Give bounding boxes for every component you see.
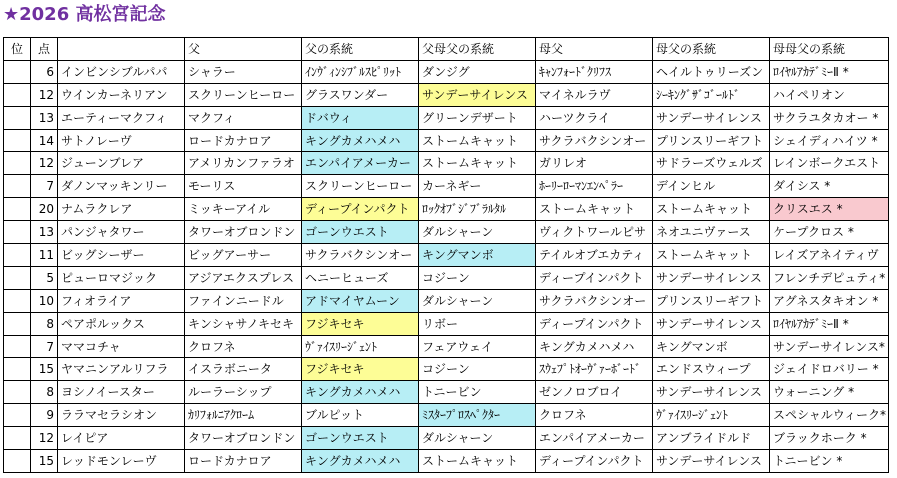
cell-points: 8 [31, 312, 58, 335]
cell-dam-dam-sire-line: ケープクロス * [770, 221, 889, 244]
cell-horse: ウインカーネリアン [58, 83, 185, 106]
cell-sire: クロフネ [185, 335, 302, 358]
cell-sire-dam-sire-line: グリーンデザート [419, 106, 536, 129]
cell-dam-dam-sire-line: レインボークエスト [770, 152, 889, 175]
cell-dam-sire: ストームキャット [536, 198, 653, 221]
cell-horse: ジューンブレア [58, 152, 185, 175]
page-title: ★2026 高松宮記念 [3, 4, 166, 25]
cell-dam-sire: ﾎｰﾘｰﾛｰﾏﾝｴﾝﾍﾟﾗｰ [536, 175, 653, 198]
cell-dam-sire: ガリレオ [536, 152, 653, 175]
cell-dam-sire: テイルオブエカティ [536, 244, 653, 267]
cell-horse: サトノレーヴ [58, 129, 185, 152]
table-row [4, 152, 889, 175]
cell-sire: ビッグアーサー [185, 244, 302, 267]
cell-horse: ピューロマジック [58, 266, 185, 289]
cell-sire-line: ブルピット [302, 404, 419, 427]
cell-horse: エーティーマクフィ [58, 106, 185, 129]
cell-points: 12 [31, 152, 58, 175]
table-row [4, 83, 889, 106]
cell-dam-dam-sire-line: ウォーニング * [770, 381, 889, 404]
cell-sire: ｶﾘﾌｫﾙﾆｱｸﾛｰﾑ [185, 404, 302, 427]
cell-points: 15 [31, 450, 58, 473]
cell-rank [4, 450, 31, 473]
cell-horse: ナムラクレア [58, 198, 185, 221]
cell-sire-line: ヘニーヒューズ [302, 266, 419, 289]
cell-horse: レイピア [58, 427, 185, 450]
table-row [4, 427, 889, 450]
cell-sire-dam-sire-line: キングマンボ [419, 244, 536, 267]
cell-sire-dam-sire-line: ダルシャーン [419, 289, 536, 312]
cell-sire-line: エンパイアメーカー [302, 152, 419, 175]
cell-dam-sire: ヴィクトワールピサ [536, 221, 653, 244]
cell-rank [4, 335, 31, 358]
cell-sire-dam-sire-line: ﾐｽﾀｰﾌﾟﾛｽﾍﾟｸﾀｰ [419, 404, 536, 427]
header-dam-dam-sire-line: 母母父の系統 [770, 38, 889, 61]
cell-rank [4, 404, 31, 427]
cell-dam-sire-line: キングマンボ [653, 335, 770, 358]
cell-rank [4, 244, 31, 267]
cell-dam-sire: ｷｬﾝﾌｫｰﾄﾞｸﾘﾌｽ [536, 60, 653, 83]
cell-dam-dam-sire-line: レイズアネイティヴ [770, 244, 889, 267]
cell-horse: レッドモンレーヴ [58, 450, 185, 473]
cell-points: 7 [31, 335, 58, 358]
cell-sire-line: ドバウィ [302, 106, 419, 129]
cell-horse: ヨシノイースター [58, 381, 185, 404]
cell-dam-sire: ディープインパクト [536, 266, 653, 289]
cell-sire-dam-sire-line: ﾛｯｸｵﾌﾞｼﾞﾌﾞﾗﾙﾀﾙ [419, 198, 536, 221]
cell-dam-dam-sire-line: ﾛｲﾔﾙｱｶﾃﾞﾐｰⅡ * [770, 60, 889, 83]
table-row [4, 129, 889, 152]
cell-sire-dam-sire-line: トニービン [419, 381, 536, 404]
table-row [4, 221, 889, 244]
cell-dam-sire: クロフネ [536, 404, 653, 427]
cell-points: 20 [31, 198, 58, 221]
cell-sire: スクリーンヒーロー [185, 83, 302, 106]
cell-dam-dam-sire-line: フレンチデピュティ* [770, 266, 889, 289]
cell-sire-line: キングカメハメハ [302, 450, 419, 473]
cell-sire-line: フジキセキ [302, 358, 419, 381]
cell-dam-sire-line: サドラーズウェルズ [653, 152, 770, 175]
cell-sire: マクフィ [185, 106, 302, 129]
header-points: 点 [31, 38, 58, 61]
cell-dam-sire-line: サンデーサイレンス [653, 381, 770, 404]
table-row [4, 60, 889, 83]
cell-sire-line: スクリーンヒーロー [302, 175, 419, 198]
cell-dam-sire: エンパイアメーカー [536, 427, 653, 450]
cell-sire-dam-sire-line: カーネギー [419, 175, 536, 198]
cell-sire: アメリカンファラオ [185, 152, 302, 175]
cell-sire: キンシャサノキセキ [185, 312, 302, 335]
cell-points: 7 [31, 175, 58, 198]
table-row [4, 312, 889, 335]
cell-sire-dam-sire-line: ストームキャット [419, 152, 536, 175]
table-row [4, 335, 889, 358]
header-sire-line: 父の系統 [302, 38, 419, 61]
cell-dam-sire-line: ヘイルトゥリーズン [653, 60, 770, 83]
cell-dam-sire: キングカメハメハ [536, 335, 653, 358]
cell-sire-dam-sire-line: ストームキャット [419, 450, 536, 473]
cell-sire: モーリス [185, 175, 302, 198]
cell-horse: ララマセラシオン [58, 404, 185, 427]
header-row [4, 38, 889, 61]
table-row [4, 381, 889, 404]
cell-horse: ママコチャ [58, 335, 185, 358]
cell-rank [4, 289, 31, 312]
cell-dam-sire-line: ｼｰｷﾝｸﾞｻﾞｺﾞｰﾙﾄﾞ [653, 83, 770, 106]
cell-rank [4, 221, 31, 244]
cell-dam-dam-sire-line: ジェイドロバリー * [770, 358, 889, 381]
cell-dam-dam-sire-line: ブラックホーク * [770, 427, 889, 450]
cell-sire-line: ｲﾝｳﾞｨﾝｼﾌﾞﾙｽﾋﾟﾘｯﾄ [302, 60, 419, 83]
header-horse [58, 38, 185, 61]
cell-sire-line: ゴーンウエスト [302, 427, 419, 450]
cell-horse: ビッグシーザー [58, 244, 185, 267]
cell-points: 13 [31, 106, 58, 129]
cell-horse: フィオライア [58, 289, 185, 312]
cell-dam-sire-line: ストームキャット [653, 198, 770, 221]
cell-dam-dam-sire-line: トニービン * [770, 450, 889, 473]
cell-horse: ダノンマッキンリー [58, 175, 185, 198]
cell-sire-line: アドマイヤムーン [302, 289, 419, 312]
cell-rank [4, 60, 31, 83]
cell-points: 8 [31, 381, 58, 404]
cell-dam-sire-line: プリンスリーギフト [653, 129, 770, 152]
cell-sire: シャラー [185, 60, 302, 83]
cell-points: 14 [31, 129, 58, 152]
cell-dam-dam-sire-line: サクラユタカオー * [770, 106, 889, 129]
cell-rank [4, 427, 31, 450]
header-sire: 父 [185, 38, 302, 61]
table-row [4, 266, 889, 289]
cell-rank [4, 266, 31, 289]
cell-dam-sire-line: サンデーサイレンス [653, 312, 770, 335]
cell-horse: ヤマニンアルリフラ [58, 358, 185, 381]
cell-rank [4, 175, 31, 198]
cell-points: 13 [31, 221, 58, 244]
cell-dam-sire-line: デインヒル [653, 175, 770, 198]
cell-rank [4, 312, 31, 335]
cell-rank [4, 358, 31, 381]
cell-dam-sire: サクラバクシンオー [536, 289, 653, 312]
table-row [4, 450, 889, 473]
cell-dam-dam-sire-line: シェイディハイツ * [770, 129, 889, 152]
cell-points: 9 [31, 404, 58, 427]
cell-dam-sire-line: ネオユニヴァース [653, 221, 770, 244]
cell-sire-dam-sire-line: サンデーサイレンス [419, 83, 536, 106]
cell-sire-dam-sire-line: ダルシャーン [419, 221, 536, 244]
cell-dam-dam-sire-line: ﾛｲﾔﾙｱｶﾃﾞﾐｰⅡ * [770, 312, 889, 335]
cell-sire-line: キングカメハメハ [302, 129, 419, 152]
header-rank: 位 [4, 38, 31, 61]
table-row [4, 198, 889, 221]
cell-points: 12 [31, 83, 58, 106]
cell-sire: アジアエクスプレス [185, 266, 302, 289]
cell-rank [4, 152, 31, 175]
cell-sire: イスラボニータ [185, 358, 302, 381]
cell-horse: パンジャタワー [58, 221, 185, 244]
cell-sire: ミッキーアイル [185, 198, 302, 221]
cell-horse: インビンシブルパパ [58, 60, 185, 83]
cell-dam-sire-line: ストームキャット [653, 244, 770, 267]
cell-sire: ルーラーシップ [185, 381, 302, 404]
cell-sire-dam-sire-line: コジーン [419, 358, 536, 381]
header-dam-sire-line: 母父の系統 [653, 38, 770, 61]
cell-points: 15 [31, 358, 58, 381]
cell-sire-line: グラスワンダー [302, 83, 419, 106]
table-row [4, 175, 889, 198]
cell-sire-line: ディープインパクト [302, 198, 419, 221]
cell-sire-dam-sire-line: コジーン [419, 266, 536, 289]
cell-dam-sire: ディープインパクト [536, 312, 653, 335]
cell-sire-line: サクラバクシンオー [302, 244, 419, 267]
table-row [4, 289, 889, 312]
cell-sire-line: キングカメハメハ [302, 381, 419, 404]
cell-dam-sire: サクラバクシンオー [536, 129, 653, 152]
cell-sire-dam-sire-line: ダンジグ [419, 60, 536, 83]
cell-dam-sire: マイネルラヴ [536, 83, 653, 106]
cell-rank [4, 198, 31, 221]
cell-points: 10 [31, 289, 58, 312]
cell-points: 6 [31, 60, 58, 83]
cell-dam-sire-line: アンブライドルド [653, 427, 770, 450]
cell-dam-dam-sire-line: スペシャルウィーク* [770, 404, 889, 427]
table-row [4, 404, 889, 427]
cell-dam-sire-line: サンデーサイレンス [653, 450, 770, 473]
cell-dam-sire-line: サンデーサイレンス [653, 106, 770, 129]
cell-sire-dam-sire-line: ダルシャーン [419, 427, 536, 450]
cell-sire: ロードカナロア [185, 129, 302, 152]
cell-rank [4, 129, 31, 152]
cell-dam-sire: ハーツクライ [536, 106, 653, 129]
cell-sire-line: ｳﾞｧｲｽﾘｰｼﾞｪﾝﾄ [302, 335, 419, 358]
cell-rank [4, 381, 31, 404]
cell-dam-sire: ｽｳｪﾌﾟﾄｵｰｳﾞｧｰﾎﾞｰﾄﾞ [536, 358, 653, 381]
cell-sire: ロードカナロア [185, 450, 302, 473]
cell-sire-dam-sire-line: フェアウェイ [419, 335, 536, 358]
cell-sire-line: フジキセキ [302, 312, 419, 335]
cell-dam-dam-sire-line: サンデーサイレンス* [770, 335, 889, 358]
cell-dam-dam-sire-line: クリスエス * [770, 198, 889, 221]
cell-dam-sire: ディープインパクト [536, 450, 653, 473]
cell-dam-sire-line: エンドスウィープ [653, 358, 770, 381]
cell-horse: ペアポルックス [58, 312, 185, 335]
header-dam-sire: 母父 [536, 38, 653, 61]
cell-rank [4, 106, 31, 129]
cell-sire-line: ゴーンウエスト [302, 221, 419, 244]
cell-points: 11 [31, 244, 58, 267]
cell-dam-dam-sire-line: ハイペリオン [770, 83, 889, 106]
table-body [4, 60, 889, 472]
table-row [4, 358, 889, 381]
cell-dam-dam-sire-line: アグネスタキオン * [770, 289, 889, 312]
cell-sire-dam-sire-line: ストームキャット [419, 129, 536, 152]
race-table [3, 37, 889, 473]
cell-dam-sire-line: ｳﾞｧｲｽﾘｰｼﾞｪﾝﾄ [653, 404, 770, 427]
cell-points: 5 [31, 266, 58, 289]
table-row [4, 244, 889, 267]
cell-sire: タワーオブロンドン [185, 427, 302, 450]
cell-dam-sire-line: プリンスリーギフト [653, 289, 770, 312]
cell-sire: タワーオブロンドン [185, 221, 302, 244]
cell-points: 12 [31, 427, 58, 450]
cell-sire: ファインニードル [185, 289, 302, 312]
header-sire-dam-sire-line: 父母父の系統 [419, 38, 536, 61]
cell-sire-dam-sire-line: リボー [419, 312, 536, 335]
cell-dam-dam-sire-line: ダイシス * [770, 175, 889, 198]
cell-dam-sire: ゼンノロブロイ [536, 381, 653, 404]
table-row [4, 106, 889, 129]
cell-dam-sire-line: サンデーサイレンス [653, 266, 770, 289]
cell-rank [4, 83, 31, 106]
